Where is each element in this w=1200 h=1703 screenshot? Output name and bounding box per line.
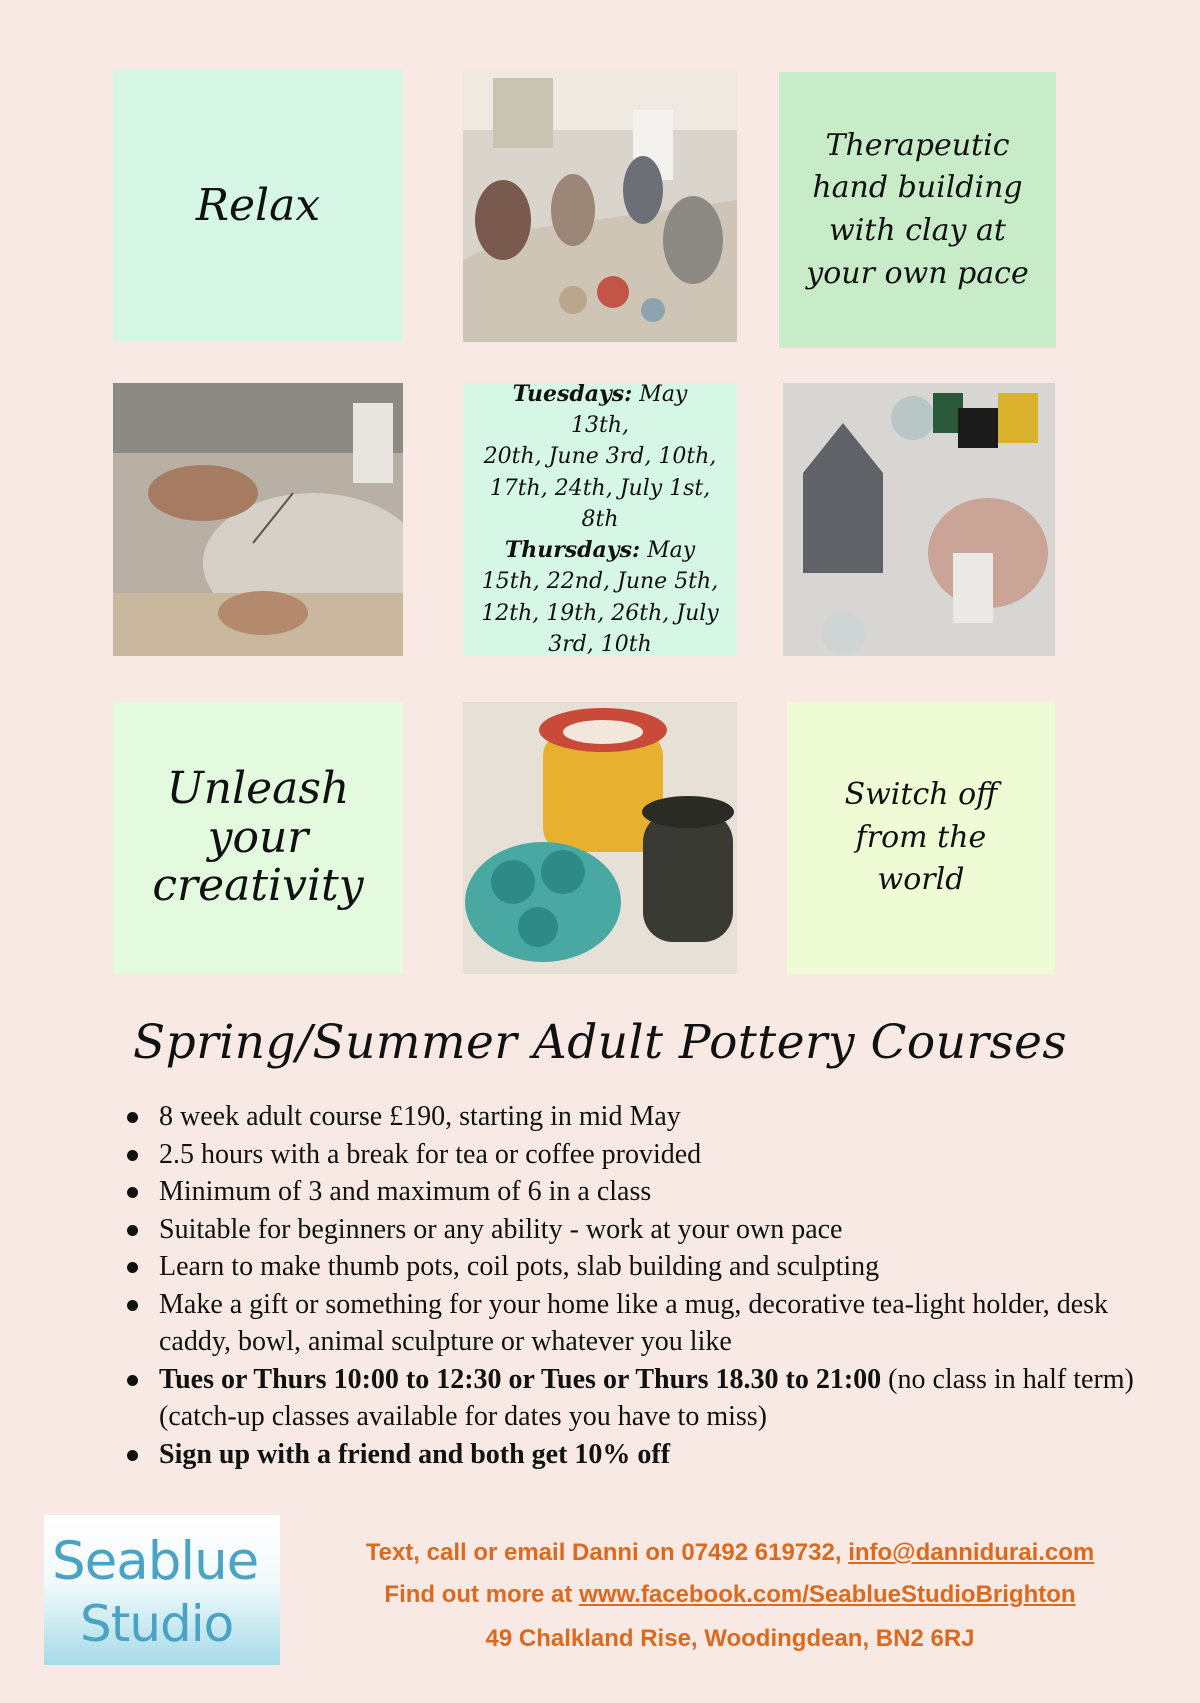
photo-workshop-class <box>463 70 737 342</box>
list-item-offer <box>125 1436 1135 1474</box>
thursdays-dates-line-1 <box>481 535 719 566</box>
thursdays-dates-line-3: 12th, 19th, 26th, July <box>481 600 719 626</box>
tile-therapeutic-line-1: Therapeutic <box>825 127 1010 163</box>
photo-carving-clay <box>113 383 403 656</box>
list-item: Suitable for beginners or any ability - work at your own pace <box>125 1211 1135 1249</box>
photo-painting-pottery <box>783 383 1055 656</box>
course-headline: Spring/Summer Adult Pottery Courses <box>132 1015 1068 1070</box>
list-item: 2.5 hours with a break for tea or coffee provided <box>125 1136 1135 1174</box>
facebook-text: Find out more at <box>384 1581 580 1608</box>
facebook-link[interactable]: www.facebook.com/SeablueStudioBrighton <box>579 1581 1076 1608</box>
list-item: Learn to make thumb pots, coil pots, slab building and sculpting <box>125 1248 1135 1286</box>
facebook-line <box>290 1581 1170 1609</box>
class-times-note: (no class in half term)(catch-up classes available for dates you have to miss) <box>159 1363 1134 1432</box>
list-item-times <box>125 1361 1135 1436</box>
friend-offer: Sign up with a friend and both get 10% off <box>159 1438 671 1470</box>
tuesdays-dates-line-2: 20th, June 3rd, 10th, <box>483 444 717 470</box>
contact-text: Text, call or email Danni on 07492 619732, <box>365 1539 849 1566</box>
tile-course-dates <box>463 380 737 657</box>
class-times: Tues or Thurs 10:00 to 12:30 or Tues or Thurs 18.30 to 21:00 <box>159 1363 882 1395</box>
tile-therapeutic-line-4: your own pace <box>806 255 1029 291</box>
tile-unleash <box>113 702 403 974</box>
photo-coil-pots <box>463 702 737 974</box>
seablue-studio-logo <box>44 1515 280 1665</box>
tuesdays-dates-line-1 <box>481 379 719 441</box>
tile-unleash-line-2: your <box>207 811 309 863</box>
tile-relax-text: Relax <box>195 179 321 231</box>
list-item: 8 week adult course £190, starting in mid May <box>125 1098 1135 1136</box>
contact-line <box>290 1539 1170 1567</box>
tile-therapeutic <box>779 72 1056 348</box>
thursdays-dates-line-2: 15th, 22nd, June 5th, <box>481 569 719 595</box>
logo-line-1: Seablue <box>52 1531 259 1592</box>
tuesdays-dates-line-1-text: May 13th, <box>571 381 688 439</box>
tile-therapeutic-line-2: hand building <box>812 170 1023 206</box>
tile-switch-off-line-1: Switch off <box>844 777 998 813</box>
thursdays-dates-line-1-text: May <box>640 538 696 564</box>
address: 49 Chalkland Rise, Woodingdean, BN2 6RJ <box>485 1625 975 1652</box>
tile-switch-off-line-2: from the <box>855 819 987 855</box>
tile-relax <box>113 70 403 342</box>
tuesdays-dates-line-4: 8th <box>581 506 619 532</box>
tile-unleash-line-3: creativity <box>152 860 364 912</box>
thursdays-dates-line-4: 3rd, 10th <box>548 631 652 657</box>
tile-switch-off <box>787 702 1055 974</box>
tuesdays-dates-line-3: 17th, 24th, July 1st, <box>489 475 711 501</box>
logo-line-2: Studio <box>80 1595 234 1653</box>
thursdays-label: Thursdays: <box>504 537 641 564</box>
list-item: Make a gift or something for your home like a mug, decorative tea-light holder, desk caddy, bowl, animal sculpture or whatever you like <box>125 1286 1135 1361</box>
course-details-list <box>125 1098 1135 1473</box>
list-item: Minimum of 3 and maximum of 6 in a class <box>125 1173 1135 1211</box>
tuesdays-label: Tuesdays: <box>512 380 633 407</box>
email-link[interactable]: info@dannidurai.com <box>848 1539 1095 1566</box>
tile-therapeutic-line-3: with clay at <box>829 213 1006 248</box>
tile-unleash-line-1: Unleash <box>166 763 350 815</box>
tile-switch-off-line-3: world <box>877 862 965 898</box>
